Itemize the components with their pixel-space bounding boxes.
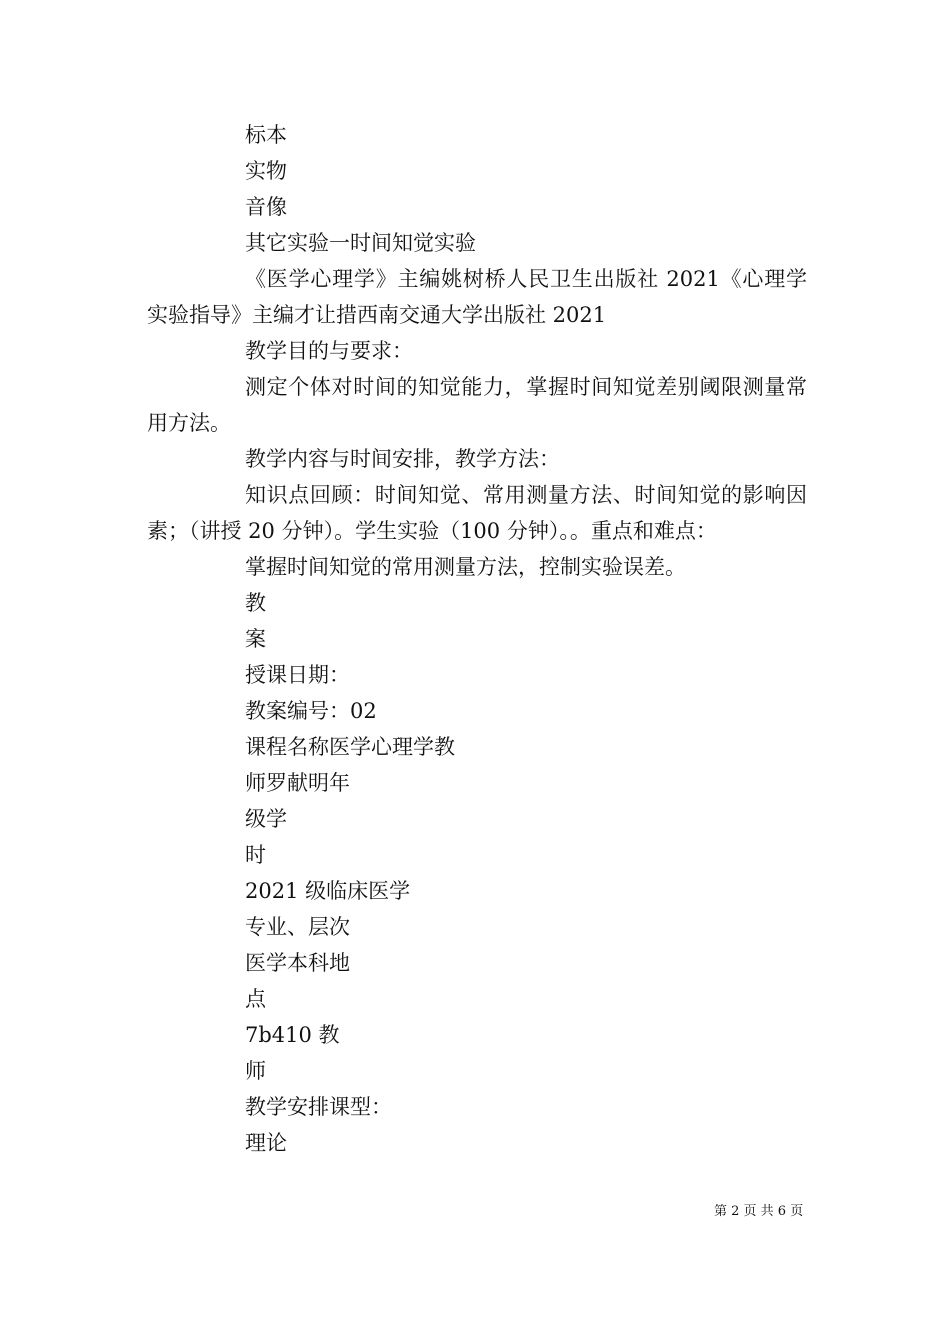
- line-major-level: 专业、层次: [245, 915, 350, 939]
- line-class-year: 2021 级临床医学: [245, 879, 411, 903]
- paragraph-objectives: 测定个体对时间的知觉能力，掌握时间知觉差别阈限测量常用方法。: [147, 375, 807, 435]
- line-specimen: 标本: [245, 123, 287, 147]
- line-shi: 时: [245, 843, 266, 867]
- line-teacher-name: 师罗献明年: [245, 771, 350, 795]
- line-lesson-type: 教学安排课型：: [245, 1095, 392, 1119]
- line-undergraduate: 医学本科地: [245, 951, 350, 975]
- line-course-name: 课程名称医学心理学教: [245, 735, 455, 759]
- line-lesson-date: 授课日期：: [245, 663, 350, 687]
- line-key-points: 掌握时间知觉的常用测量方法，控制实验误差。: [245, 555, 686, 579]
- line-room: 7b410 教: [245, 1023, 340, 1047]
- line-experiment-title: 其它实验一时间知觉实验: [245, 231, 476, 255]
- line-plan-number: 教案编号：02: [245, 699, 377, 723]
- paragraph-references: 《医学心理学》主编姚树桥人民卫生出版社 2021《心理学实验指导》主编才让措西南交通大学出版社 2021: [147, 267, 807, 327]
- line-jiao: 教: [245, 591, 266, 615]
- line-shi-teacher: 师: [245, 1059, 266, 1083]
- line-grade-hours: 级学: [245, 807, 287, 831]
- paragraph-content: 知识点回顾：时间知觉、常用测量方法、时间知觉的影响因素；（讲授 20 分钟）。学生实验（100 分钟）。。重点和难点：: [147, 483, 807, 543]
- line-content-heading: 教学内容与时间安排，教学方法：: [245, 447, 560, 471]
- document-body: [147, 117, 807, 1161]
- line-object: 实物: [245, 159, 287, 183]
- line-audio-video: 音像: [245, 195, 287, 219]
- line-objectives-heading: 教学目的与要求：: [245, 339, 413, 363]
- line-theory: 理论: [245, 1131, 287, 1155]
- page-number: 第 2 页 共 6 页: [714, 1204, 804, 1219]
- line-dian: 点: [245, 987, 266, 1011]
- line-an: 案: [245, 627, 266, 651]
